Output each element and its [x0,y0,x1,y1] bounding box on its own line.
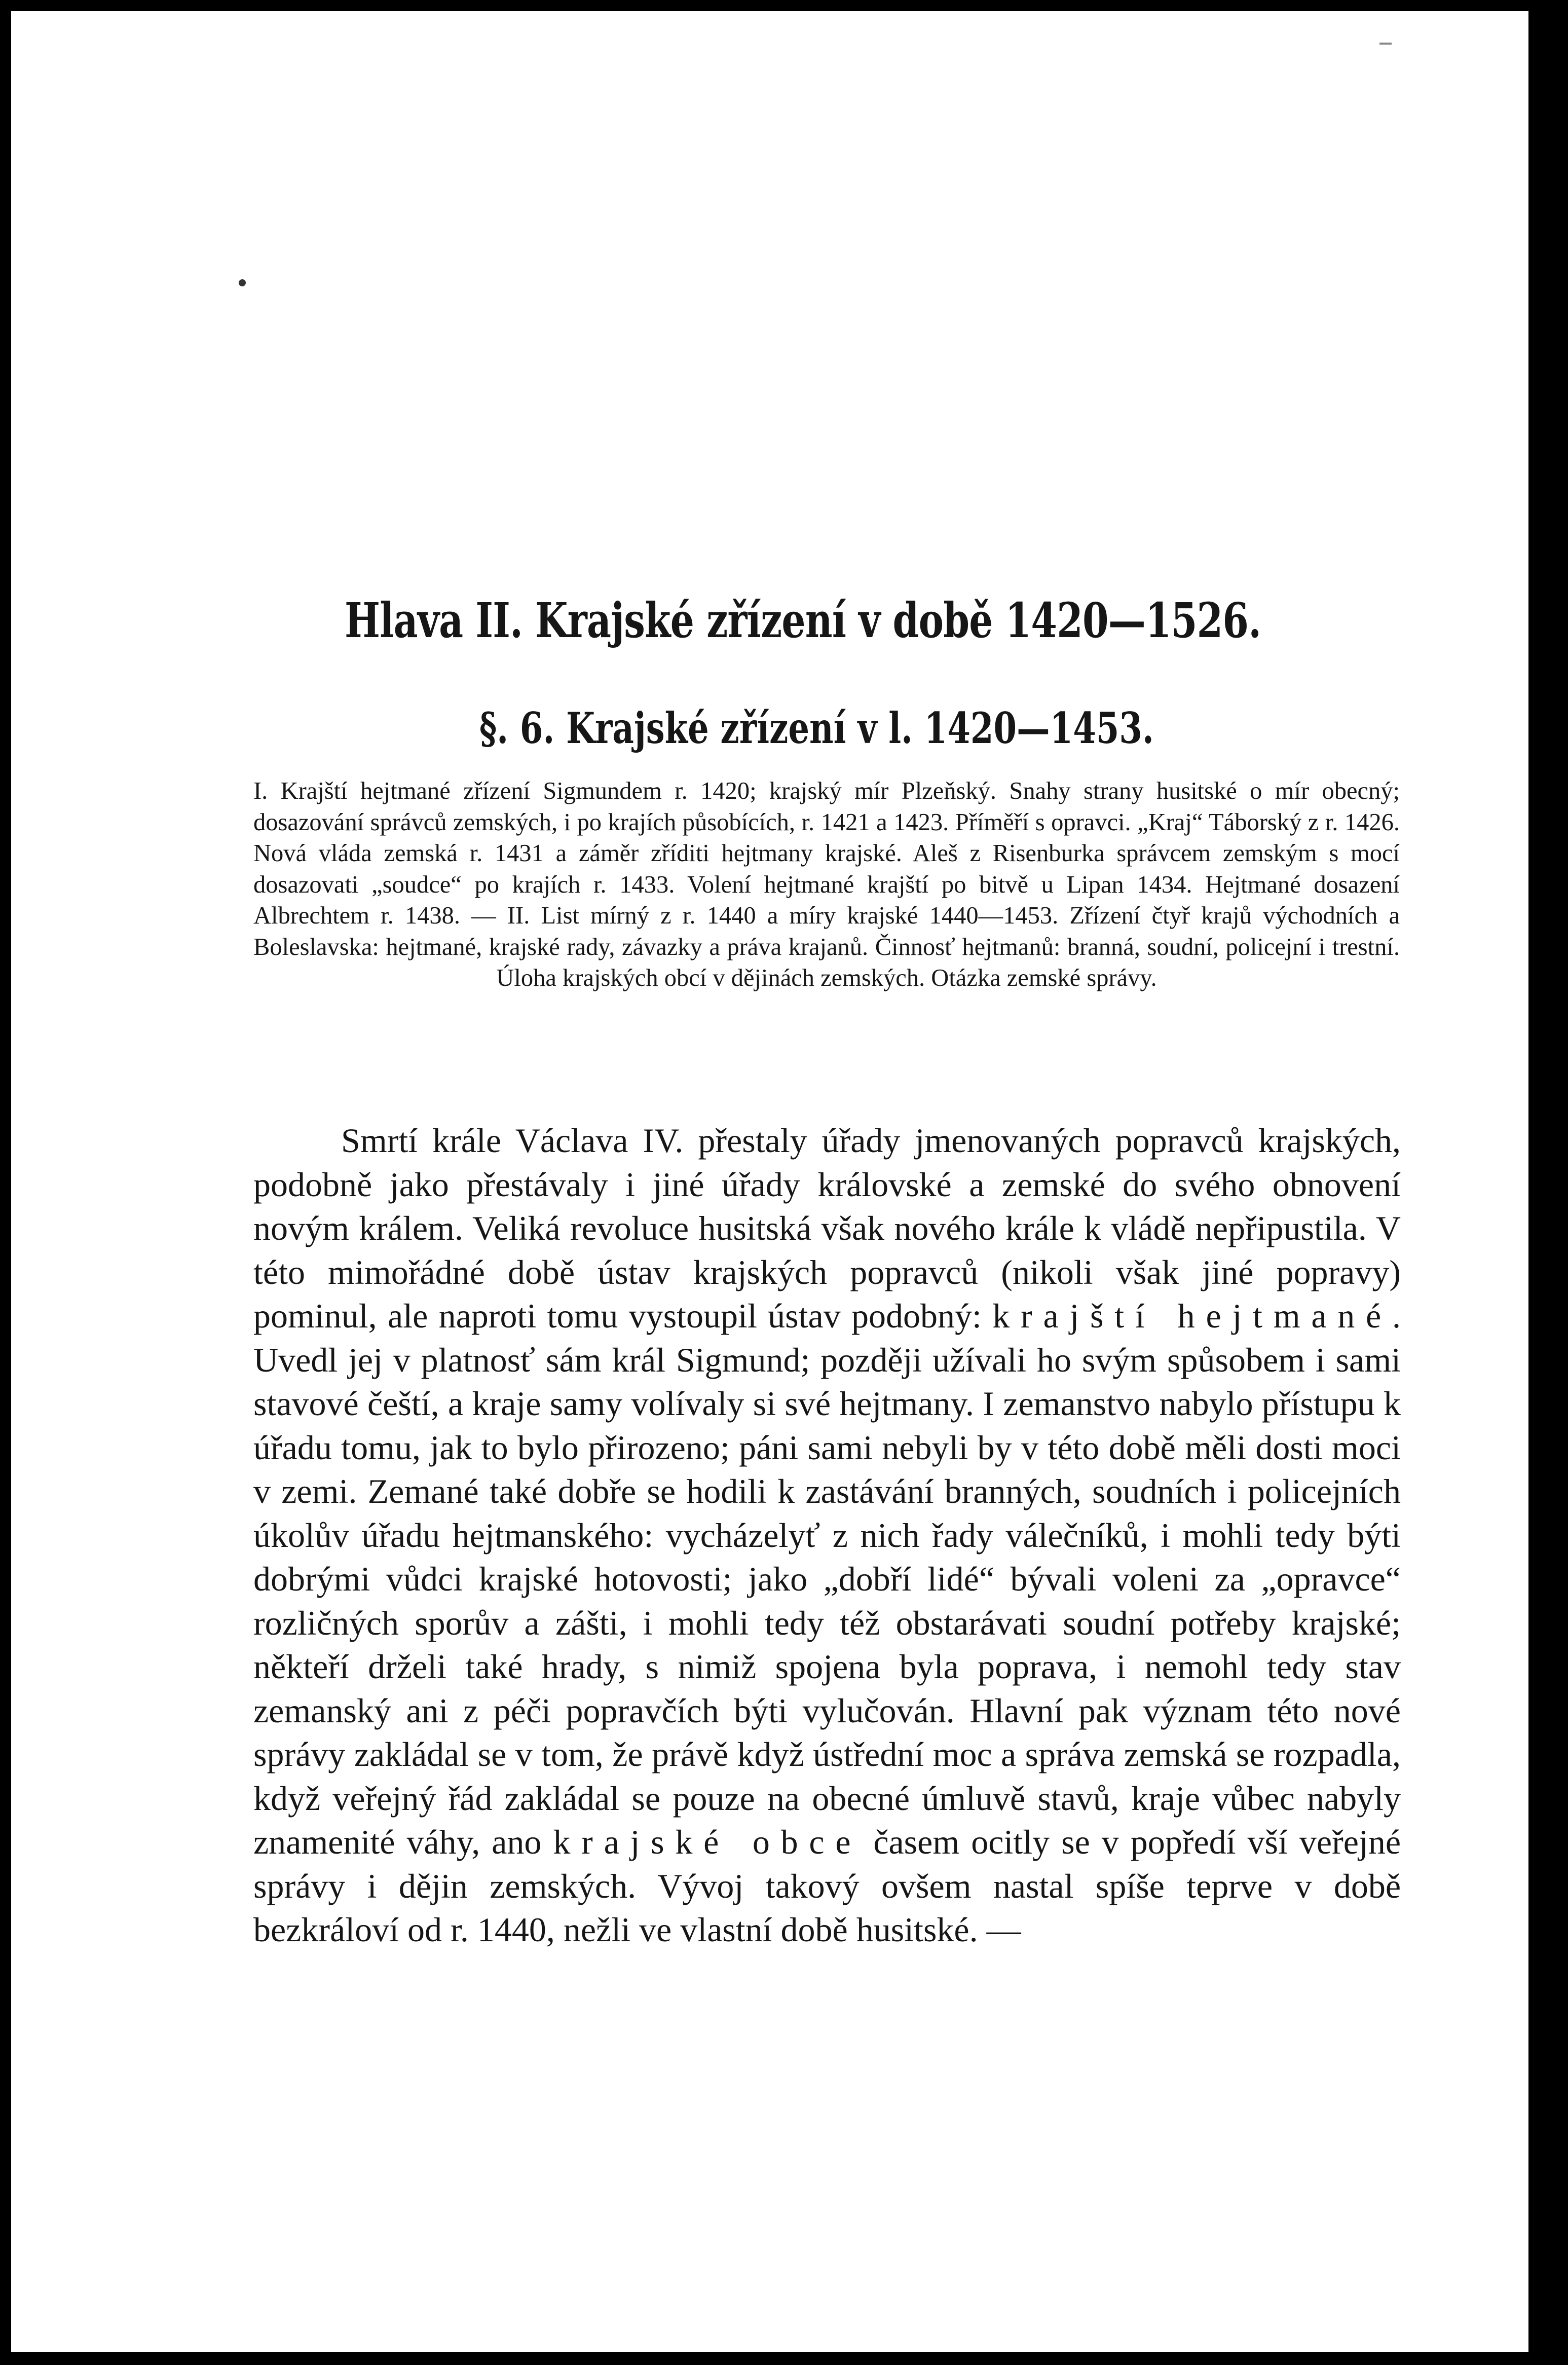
body-text-part-3: časem ocitly se v popředí vší veřejné správy i dějin zemských. Vývoj takový ovšem nastal spíše teprve v době bezkráloví od r. 1440, nežli ve vlastní době husitské. — [253,1823,1401,1949]
section-summary: I. Krajští hejtmané zřízení Sigmundem r. 1420; krajský mír Plzeňský. Snahy strany husitské o mír obecný; dosazování správců zemských, i po krajích působících, r. 1421 a 1423. Příměří s opravci. „Kraj“ Táborský z r. 1426. Nová vláda zemská r. 1431 a záměr zříditi hejtmany krajské. Aleš z Risenburka správcem zemským s mocí dosazovati „soudce“ po krajích r. 1433. Volení hejtmané krajští po bitvě u Lipan 1434. Hejtmané dosazení Albrechtem r. 1438. — II. List mírný z r. 1440 a míry krajské 1440—1453. Zřízení čtyř krajů východních a Boleslavska: hejtmané, krajské rady, závazky a práva krajanů. Činnosť hejtmanů: branná, soudní, policejní i trestní. Úloha krajských obcí v dějinách zemských. Otázka zemské správy. [253,778,1400,991]
section-title: §. 6. Krajské zřízení v l. 1420—1453. [479,703,1154,753]
emphasized-term-krajske-obce: krajské obce [553,1823,862,1861]
emphasized-term-krajsti-hejtmane: krajští hejtmané [992,1297,1392,1335]
body-paragraph [253,1119,1401,1952]
chapter-title: Hlava II. Krajské zřízení v době 1420—1526. [345,593,1261,649]
body-text-part-1: Smrtí krále Václava IV. přestaly úřady jmenovaných popravců krajských, podobně jako přestávaly i jiné úřady královské a zemské do svého obnovení novým králem. Veliká revoluce husitská však nového krále k vládě nepřipustila. V této mimořádné době ústav krajských popravců (nikoli však jiné popravy) pominul, ale naproti tomu vystoupil ústav podobný: [253,1121,1401,1335]
scan-border-bottom [0,2352,1568,2365]
scan-border-left [0,0,11,2365]
body-text-part-2: . Uvedl jej v platnosť sám král Sigmund; později užívali ho svým spůsobem i sami stavové čeští, a kraje samy volívaly si své hejtmany. I zemanstvo nabylo přístupu k úřadu tomu, jak to bylo přirozeno; páni sami nebyli by v této době měli dosti moci v zemi. Zemané také dobře se hodili k zastávání branných, soudních i policejních úkolův úřadu hejtmanského: vycházelyť z nich řady válečníků, i mohli tedy býti dobrými vůdci krajské hotovosti; jako „dobří lidé“ bývali voleni za „opravce“ rozličných sporův a zášti, i mohli tedy též obstarávati soudní potřeby krajské; někteří drželi také hrady, s nimiž spojena byla poprava, i nemohl tedy stav zemanský ani z péči popravčích býti vylučován. Hlavní pak význam této nové správy zakládal se v tom, že právě když ústřední moc a správa zemská se rozpadla, když veřejný řád zakládal se pouze na obecné úmluvě stavů, kraje vůbec nabyly znamenité váhy, ano [253,1297,1401,1861]
scan-border-top [0,0,1568,11]
ink-speck [239,279,246,286]
scan-mark [1379,43,1392,45]
scan-border-right [1528,0,1568,2365]
